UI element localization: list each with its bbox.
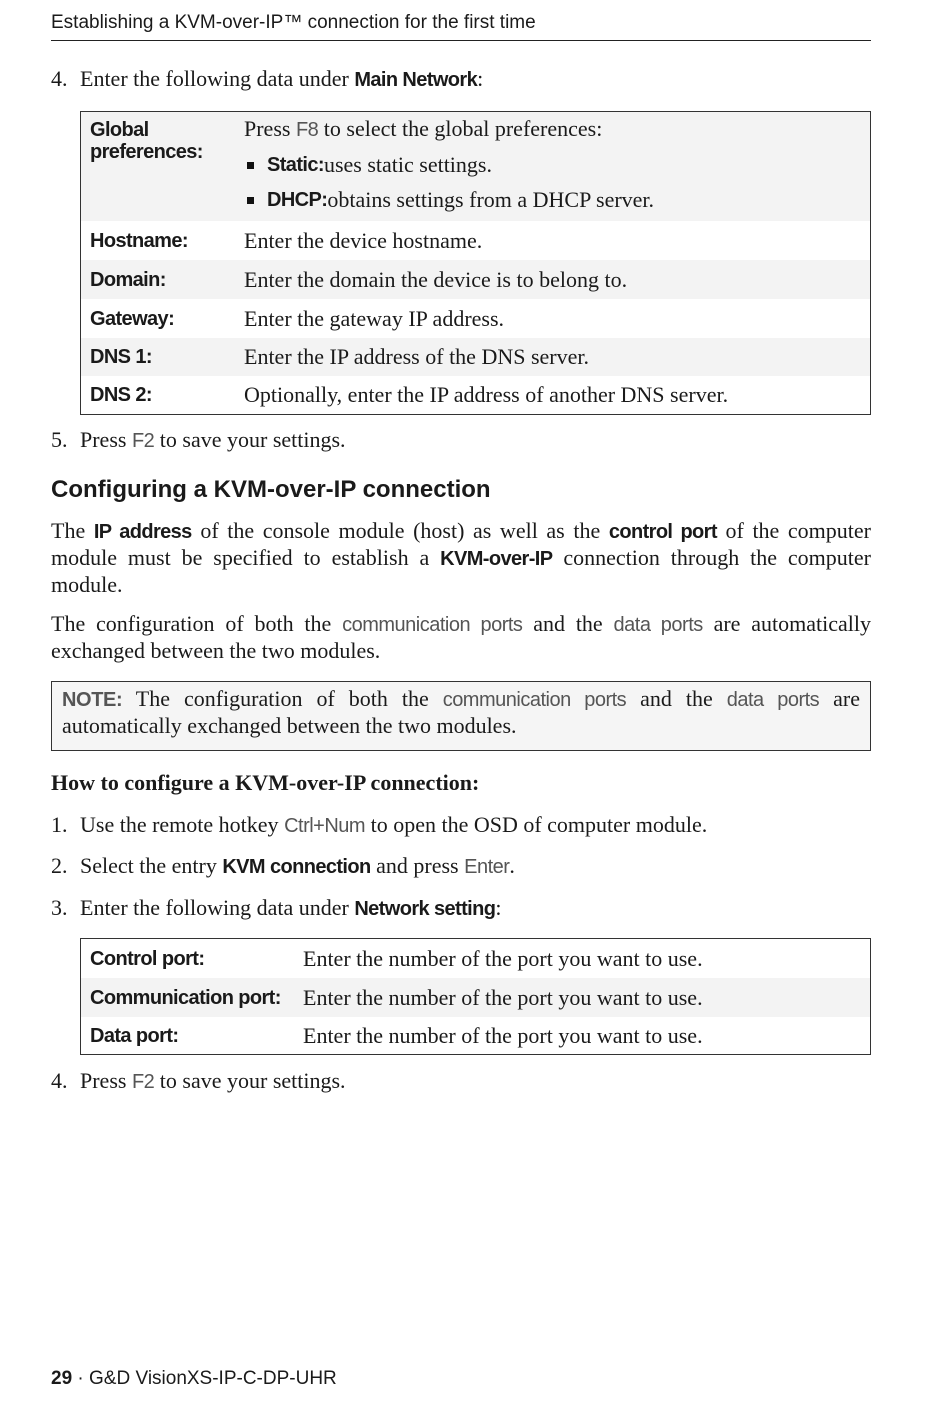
- paragraph-ports: The configuration of both the communication ports and the data ports are automatically exchanged between the two modules.: [51, 611, 871, 663]
- step-text-end: :: [477, 66, 484, 91]
- bullet-square-icon: [247, 162, 254, 169]
- table-row: [81, 376, 870, 414]
- table-row: [81, 978, 870, 1017]
- key-enter: Enter: [464, 856, 510, 878]
- step-2: 2. Select the entry KVM connection and press Enter.: [51, 853, 515, 878]
- bullet-square-icon: [247, 197, 254, 204]
- key-f2: F2: [131, 430, 155, 452]
- header-title: Establishing a KVM-over-IP™ connection for the first time: [51, 12, 536, 33]
- row-label: Domain:: [90, 268, 166, 291]
- table-row: [81, 939, 870, 978]
- row-value: Enter the gateway IP address.: [244, 305, 505, 331]
- step-1: 1. Use the remote hotkey Ctrl+Num to open the OSD of computer module.: [51, 812, 708, 837]
- row-label: Data port:: [90, 1024, 179, 1047]
- note-label: NOTE:: [62, 689, 123, 711]
- step-4-main-network: [51, 66, 483, 93]
- paragraph-intro: The IP address of the console module (host) as well as the control port of the computer module must be specified to establish a KVM-over-IP connection through the computer module.: [51, 518, 872, 597]
- howto-heading: How to configure a KVM-over-IP connection:: [51, 770, 480, 795]
- product-name: G&D VisionXS-IP-C-DP-UHR: [89, 1368, 337, 1389]
- table-row: [81, 260, 870, 299]
- bullet-static: Static: uses static settings.: [244, 152, 654, 178]
- row-value: Enter the number of the port you want to use.: [303, 984, 703, 1010]
- row-value: Optionally, enter the IP address of another DNS server.: [244, 382, 729, 407]
- table-row: [81, 299, 870, 338]
- row-label: DNS 2:: [90, 384, 152, 406]
- key-ctrl-num: Ctrl+Num: [284, 815, 366, 837]
- page-header: [51, 12, 871, 41]
- page-number: 29: [51, 1368, 73, 1389]
- row-value: Enter the number of the port you want to use.: [303, 1022, 703, 1048]
- bullet-dhcp: DHCP: obtains settings from a DHCP server.: [244, 187, 654, 213]
- step-number: 4.: [51, 66, 68, 91]
- step-text: Enter the following data under: [80, 66, 355, 91]
- key-f8: F8: [295, 119, 319, 141]
- row-label: Hostname:: [90, 229, 188, 252]
- step-5-save: 5. Press F2 to save your settings.: [51, 427, 346, 452]
- step-number: 2.: [51, 853, 68, 878]
- key-f2: F2: [131, 1071, 155, 1093]
- table-row: [81, 1017, 870, 1054]
- step-number: 4.: [51, 1068, 68, 1093]
- note-box: NOTE: The configuration of both the communication ports and the data ports are automatically exchanged between the two modules.: [51, 681, 871, 751]
- step-number: 1.: [51, 812, 68, 837]
- row-value: Press F8 to select the global preferences: Static: uses static settings. DHCP: obtains settings from a DHCP server.: [244, 116, 655, 212]
- table-row-global-preferences: [81, 112, 870, 221]
- main-network-table: [80, 111, 871, 415]
- table-row: [81, 221, 870, 260]
- row-label: Global preferences:: [90, 119, 203, 163]
- row-label: DNS 1:: [90, 346, 152, 368]
- menu-name: Main Network: [354, 69, 478, 91]
- row-value: Enter the IP address of the DNS server.: [244, 344, 589, 369]
- row-label: Gateway:: [90, 307, 175, 330]
- row-value: Enter the domain the device is to belong to.: [244, 266, 628, 292]
- step-number: 5.: [51, 427, 68, 452]
- section-heading: Configuring a KVM-over-IP connection: [51, 476, 491, 503]
- step-number: 3.: [51, 895, 68, 920]
- row-label: Control port:: [90, 947, 205, 970]
- step-4-save: 4. Press F2 to save your settings.: [51, 1068, 346, 1093]
- step-3: 3. Enter the following data under Network setting:: [51, 895, 502, 920]
- row-label: Communication port:: [90, 986, 281, 1009]
- network-setting-table: [80, 938, 871, 1055]
- table-row: [81, 338, 870, 376]
- row-value: Enter the number of the port you want to use.: [303, 945, 703, 971]
- row-value: Enter the device hostname.: [244, 227, 483, 253]
- page-footer: 29 · G&D VisionXS-IP-C-DP-UHR: [51, 1368, 337, 1389]
